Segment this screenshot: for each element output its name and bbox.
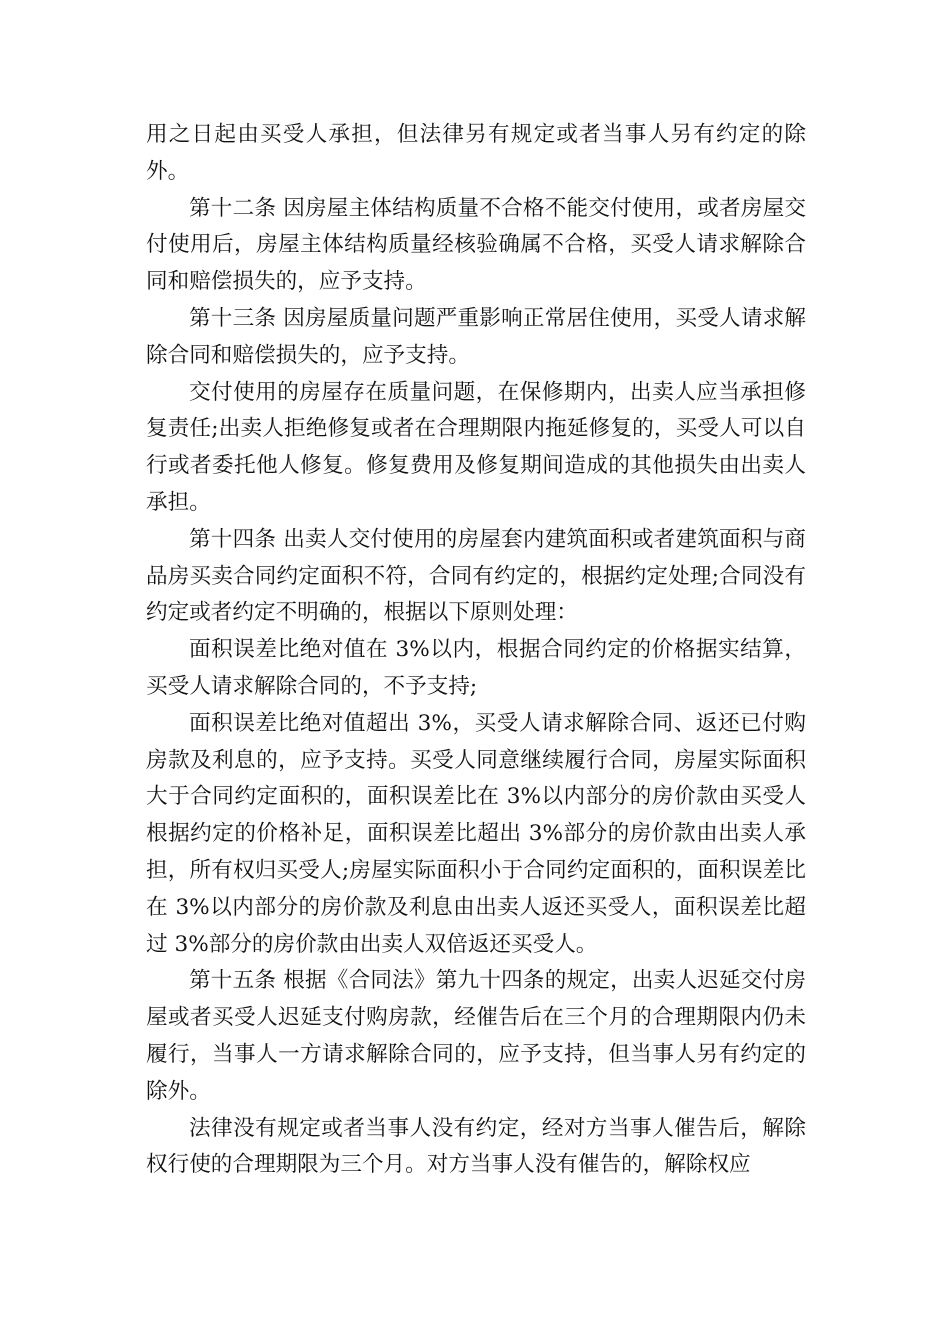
paragraph-rescission-period: 法律没有规定或者当事人没有约定，经对方当事人催告后，解除权行使的合理期限为三个月。对方当事人没有催告的，解除权应 — [146, 1115, 806, 1178]
paragraph-article-13: 第十三条 因房屋质量问题严重影响正常居住使用，买受人请求解除合同和赔偿损失的，应予支持。 — [146, 305, 806, 368]
paragraph-article-12: 第十二条 因房屋主体结构质量不合格不能交付使用，或者房屋交付使用后，房屋主体结构质量经核验确属不合格，买受人请求解除合同和赔偿损失的，应予支持。 — [146, 195, 806, 295]
document-page — [146, 117, 806, 1184]
paragraph-repair-liability: 交付使用的房屋存在质量问题，在保修期内，出卖人应当承担修复责任;出卖人拒绝修复或者在合理期限内拖延修复的，买受人可以自行或者委托他人修复。修复费用及修复期间造成的其他损失由出卖人承担。 — [146, 379, 806, 515]
paragraph-article-14: 第十四条 出卖人交付使用的房屋套内建筑面积或者建筑面积与商品房买卖合同约定面积不符，合同有约定的，根据约定处理;合同没有约定或者约定不明确的，根据以下原则处理： — [146, 526, 806, 626]
paragraph-area-within-3pct: 面积误差比绝对值在 3%以内，根据合同约定的价格据实结算，买受人请求解除合同的，不予支持; — [146, 637, 806, 699]
paragraph-continuation: 用之日起由买受人承担，但法律另有规定或者当事人另有约定的除外。 — [146, 122, 806, 184]
paragraph-area-over-3pct: 面积误差比绝对值超出 3%，买受人请求解除合同、返还已付购房款及利息的，应予支持。买受人同意继续履行合同，房屋实际面积大于合同约定面积的，面积误差比在 3%以内部分的房价款由买受人根据约定的价格补足，面积误差比超出 3%部分的房价款由出卖人承担，所有权归买受人;房屋实际面积小于合同约定面积的，面积误差比在 3%以内部分的房价款及利息由出卖人返还买受人，面积误差比超过 3%部分的房价款由出卖人双倍返还买受人。 — [146, 710, 806, 957]
paragraph-article-15: 第十五条 根据《合同法》第九十四条的规定，出卖人迟延交付房屋或者买受人迟延支付购房款，经催告后在三个月的合理期限内仍未履行，当事人一方请求解除合同的，应予支持，但当事人另有约定的除外。 — [146, 968, 806, 1104]
